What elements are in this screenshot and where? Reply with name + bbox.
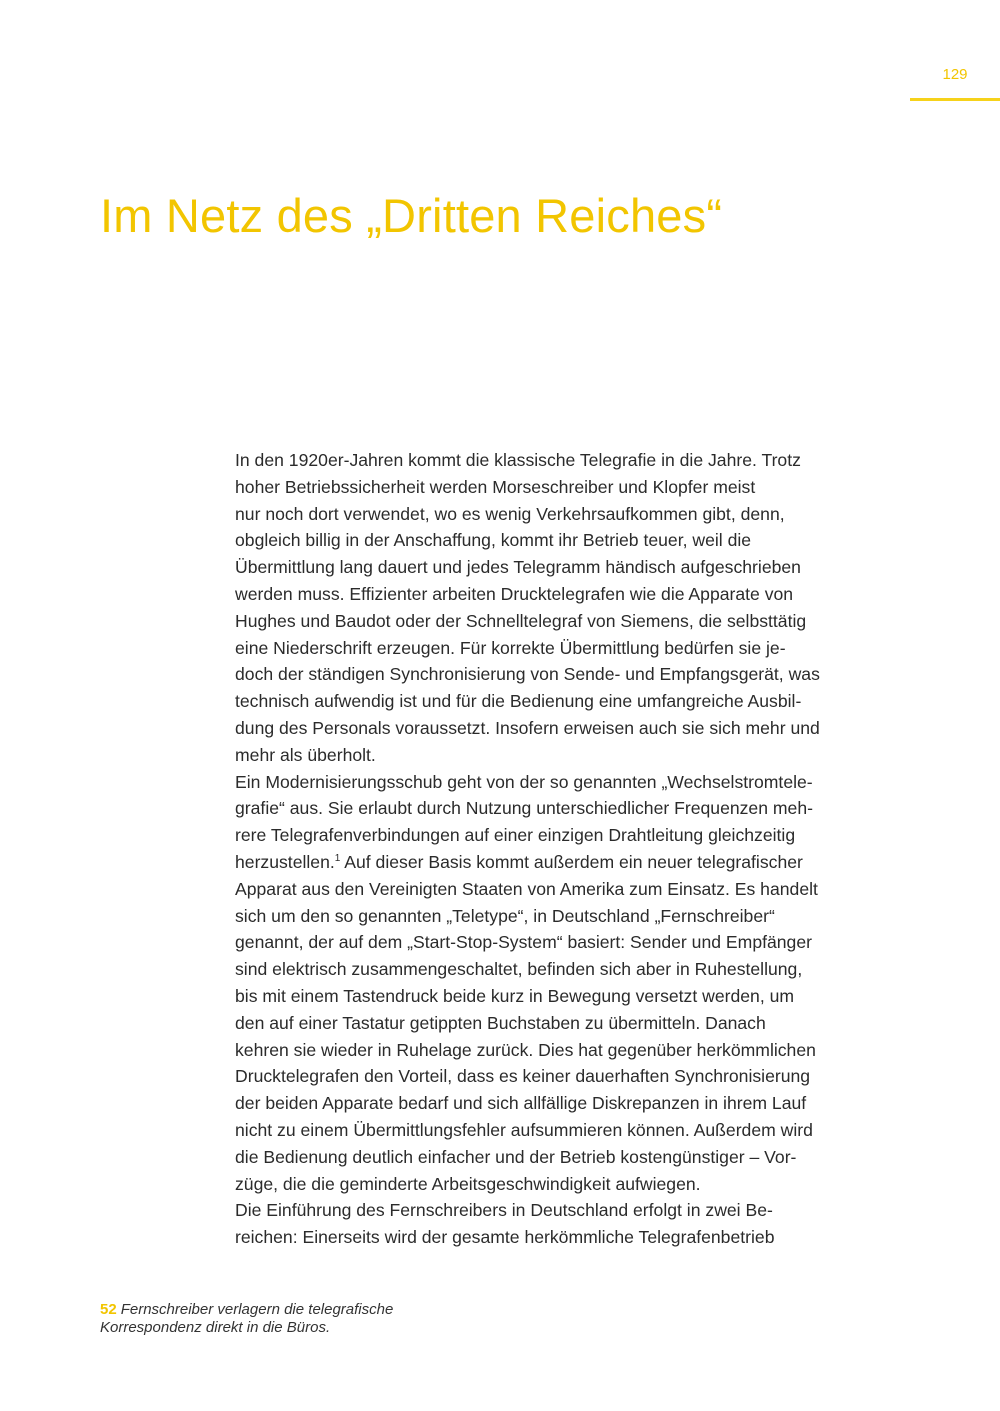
body-line: züge, die die geminderte Arbeitsgeschwindigkeit aufwiegen. — [235, 1173, 701, 1194]
body-line: kehren sie wieder in Ruhelage zurück. Dies hat gegenüber herkömmlichen — [235, 1039, 816, 1060]
body-line: der beiden Apparate bedarf und sich allfällige Diskrepanzen in ihrem Lauf — [235, 1093, 807, 1114]
body-text-segment: Auf dieser Basis kommt außerdem ein neuer telegrafischer — [340, 851, 803, 872]
body-line: sich um den so genannten „Teletype“, in Deutschland „Fernschreiber“ — [235, 905, 775, 926]
body-line: Ein Modernisierungsschub geht von der so genannten „Wechselstromtele- — [235, 771, 813, 792]
body-line: dung des Personals voraussetzt. Insofern erweisen auch sie sich mehr und — [235, 717, 820, 738]
body-line-with-footnote — [235, 849, 895, 876]
body-line: werden muss. Effizienter arbeiten Drucktelegrafen wie die Apparate von — [235, 583, 794, 604]
body-line: genannt, der auf dem „Start-Stop-System“ basiert: Sender und Empfänger — [235, 932, 812, 953]
figure-caption — [100, 1301, 520, 1337]
body-line: doch der ständigen Synchronisierung von Sende- und Empfangsgerät, was — [235, 664, 820, 685]
page-number: 129 — [942, 66, 968, 83]
body-line: obgleich billig in der Anschaffung, kommt ihr Betrieb teuer, weil die — [235, 530, 752, 551]
body-line: bis mit einem Tastendruck beide kurz in Bewegung versetzt werden, um — [235, 985, 795, 1006]
body-line: Übermittlung lang dauert und jedes Telegramm händisch aufgeschrieben — [235, 557, 801, 578]
caption-text: Fernschreiber verlagern die telegrafische — [120, 1301, 394, 1318]
body-line: eine Niederschrift erzeugen. Für korrekte Übermittlung bedürfen sie je- — [235, 637, 786, 658]
body-line: nur noch dort verwendet, wo es wenig Verkehrsaufkommen gibt, denn, — [235, 503, 785, 524]
body-text-segment: herzustellen. — [235, 851, 335, 872]
caption-line: Korrespondenz direkt in die Büros. — [100, 1319, 331, 1336]
body-line: Apparat aus den Vereinigten Staaten von Amerika zum Einsatz. Es handelt — [235, 878, 818, 899]
caption-line — [100, 1301, 520, 1319]
body-line: reichen: Einerseits wird der gesamte herkömmliche Telegrafenbetrieb — [235, 1227, 775, 1248]
footnote-marker[interactable]: 1 — [334, 852, 341, 864]
body-line: rere Telegrafenverbindungen auf einer einzigen Drahtleitung gleichzeitig — [235, 825, 796, 846]
body-line: den auf einer Tastatur getippten Buchstaben zu übermitteln. Danach — [235, 1012, 766, 1033]
caption-number: 52 — [100, 1301, 117, 1318]
body-line: die Bedienung deutlich einfacher und der Betrieb kostengünstiger – Vor- — [235, 1146, 797, 1167]
body-line: Die Einführung des Fernschreibers in Deutschland erfolgt in zwei Be- — [235, 1200, 773, 1221]
body-line: sind elektrisch zusammengeschaltet, befinden sich aber in Ruhestellung, — [235, 959, 803, 980]
body-line: hoher Betriebssicherheit werden Morseschreiber und Klopfer meist — [235, 476, 756, 497]
body-text — [235, 447, 895, 1251]
body-line: In den 1920er-Jahren kommt die klassische Telegrafie in die Jahre. Trotz — [235, 450, 801, 470]
chapter-title: Im Netz des „Dritten Reiches“ — [100, 189, 723, 242]
body-line: grafie“ aus. Sie erlaubt durch Nutzung unterschiedlicher Frequenzen meh- — [235, 798, 813, 819]
body-line: Drucktelegrafen den Vorteil, dass es keiner dauerhaften Synchronisierung — [235, 1066, 811, 1087]
page-number-rule — [910, 98, 1000, 101]
body-line: nicht zu einem Übermittlungsfehler aufsummieren können. Außerdem wird — [235, 1119, 813, 1140]
body-line: mehr als überholt. — [235, 744, 376, 765]
body-line: technisch aufwendig ist und für die Bedienung eine umfangreiche Ausbil- — [235, 691, 802, 712]
body-line: Hughes und Baudot oder der Schnelltelegraf von Siemens, die selbsttätig — [235, 610, 807, 631]
